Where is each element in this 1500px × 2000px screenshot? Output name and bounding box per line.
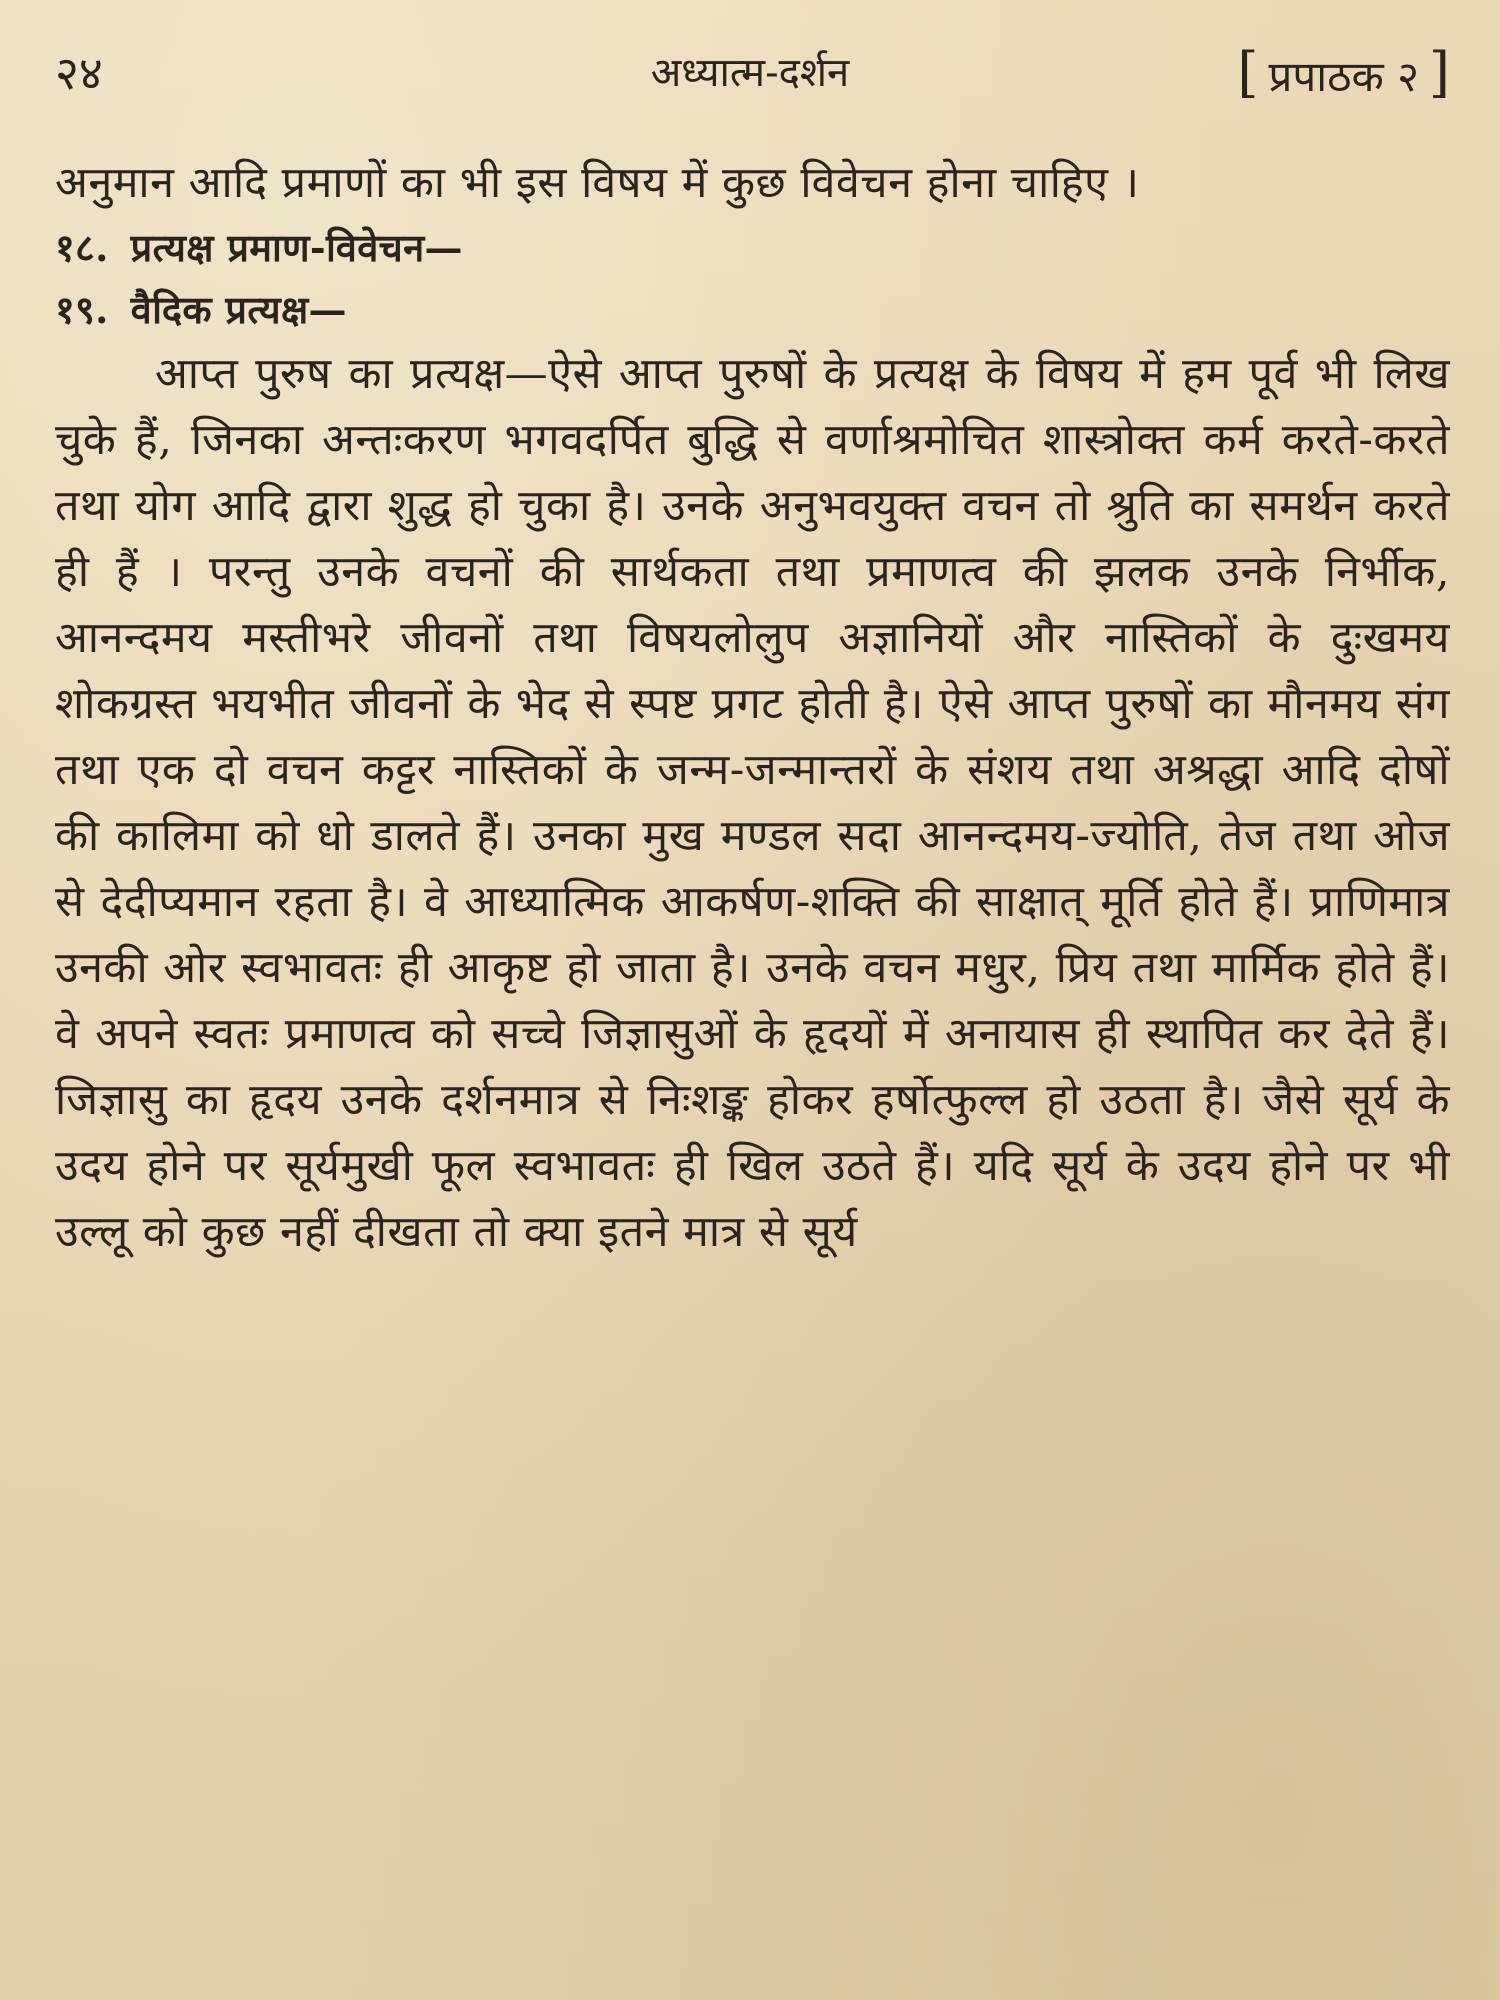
- close-bracket: ]: [1428, 41, 1450, 104]
- main-paragraph: आप्त पुरुष का प्रत्यक्ष—ऐसे आप्त पुरुषों के प्रत्यक्ष के विषय में हम पूर्व भी लिख चुके हैं, जिनका अन्तःकरण भगवदर्पित बुद्धि से वर्णाश्रमोचित शास्त्रोक्त कर्म करते-करते तथा योग आदि द्वारा शुद्ध हो चुका है। उनके अनुभवयुक्त वचन तो श्रुति का समर्थन करते ही हैं । परन्तु उनके वचनों की सार्थकता तथा प्रमाणत्व की झलक उनके निर्भीक, आनन्दमय मस्तीभरे जीवनों तथा विषयलोलुप अज्ञानियों और नास्तिकों के दुःखमय शोकग्रस्त भयभीत जीवनों के भेद से स्पष्ट प्रगट होती है। ऐसे आप्त पुरुषों का मौनमय संग तथा एक दो वचन कट्टर नास्तिकों के जन्म-जन्मान्तरों के संशय तथा अश्रद्धा आदि दोषों की कालिमा को धो डालते हैं। उनका मुख मण्डल सदा आनन्दमय-ज्योति, तेज तथा ओज से देदीप्यमान रहता है। वे आध्यात्मिक आकर्षण-शक्ति की साक्षात् मूर्ति होते हैं। प्राणिमात्र उनकी ओर स्वभावतः ही आकृष्ट हो जाता है। उनके वचन मधुर, प्रिय तथा मार्मिक होते हैं। वे अपने स्वतः प्रमाणत्व को सच्चे जिज्ञासुओं के हृदयों में अनायास ही स्थापित कर देते हैं। जिज्ञासु का हृदय उनके दर्शनमात्र से निःशङ्क होकर हर्षोत्फुल्ल हो उठता है। जैसे सूर्य के उदय होने पर सूर्यमुखी फूल स्वभावतः ही खिल उठते हैं। यदि सूर्य के उदय होने पर भी उल्लू को कुछ नहीं दीखता तो क्या इतने मात्र से सूर्य: [55, 349, 1450, 1257]
- section-text: प्रपाठक २: [1268, 52, 1419, 101]
- open-bracket: [: [1237, 41, 1259, 104]
- page-header: [0, 38, 1500, 108]
- heading-text: वैदिक प्रत्यक्ष—: [130, 287, 347, 332]
- body-text: [55, 150, 1450, 1265]
- section-heading-19: [55, 279, 1450, 341]
- page-number: २४: [55, 46, 103, 100]
- heading-number: १९.: [55, 287, 109, 332]
- heading-text: प्रत्यक्ष प्रमाण-विवेचन—: [130, 225, 463, 270]
- continuation-paragraph: अनुमान आदि प्रमाणों का भी इस विषय में कुछ विवेचन होना चाहिए ।: [55, 158, 1140, 208]
- section-heading-18: [55, 217, 1450, 279]
- section-label: [1227, 38, 1460, 112]
- running-title: अध्यात्म-दर्शन: [650, 50, 850, 96]
- heading-number: १८.: [55, 225, 109, 270]
